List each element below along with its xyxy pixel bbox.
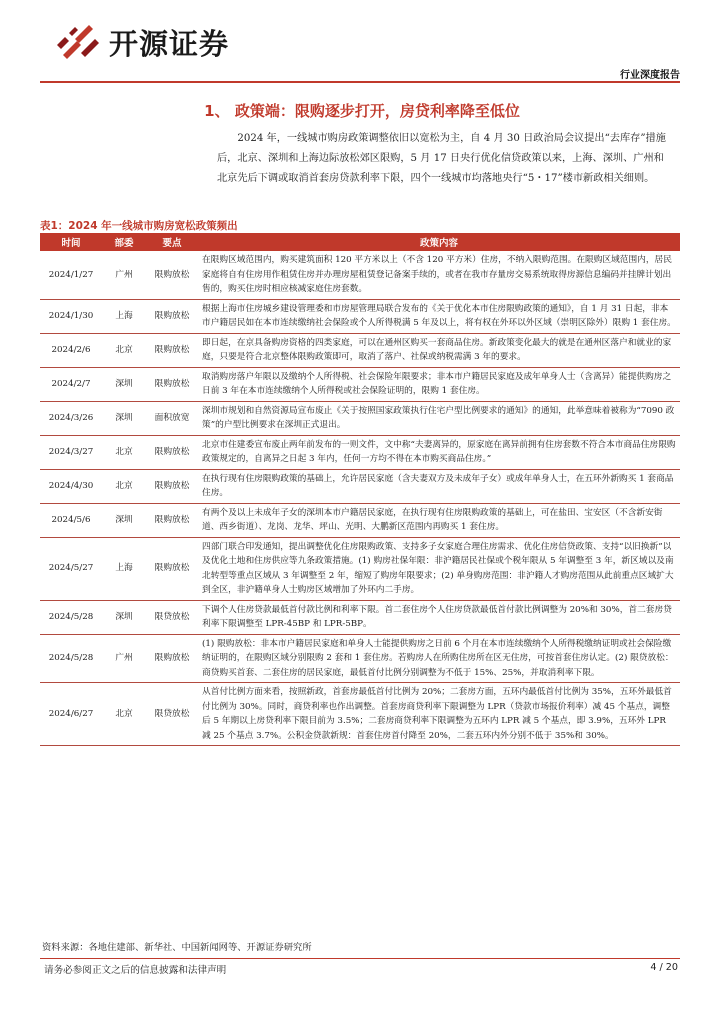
cell-city: 上海 (102, 537, 146, 600)
cell-date: 2024/6/27 (40, 683, 102, 746)
cell-point: 限贷放松 (146, 683, 198, 746)
cell-point: 限购放松 (146, 333, 198, 367)
cell-city: 北京 (102, 333, 146, 367)
table-caption: 表1：2024 年一线城市购房宽松政策频出 (40, 220, 238, 232)
cell-content: 从首付比例方面来看，按照新政，首套房最低首付比例为 20%；二套房方面，五环内最低首付比例为 35%，五环外最低首付比例为 30%。同时，商贷利率也作出调整。首套房商贷利率下限调整为 LPR（贷款市场报价利率）减 45 个基点，调整后 5 年期以上房贷利率下限目前为 3.5%；二套房商贷利率下限调整为五环内 LPR 减 5 个基点，即 3.9%，五环外 LPR 减 25 个基点 3.7%。公积金贷款新规：首套住房首付降至 20%，二套五环内外分别不低于 35%和 30%。 (198, 683, 680, 746)
cell-content: 根据上海市住房城乡建设管理委和市房屋管理局联合发布的《关于优化本市住房限购政策的通知》，自 1 月 31 日起，非本市户籍居民如在本市连续缴纳社会保险或个人所得税满 5 年及以上，将有权在外环以外区域（崇明区除外）限购 1 套住房。 (198, 299, 680, 333)
table-row (40, 634, 680, 683)
cell-content: 深圳市规划和自然资源局宣布废止《关于按照国家政策执行住宅户型比例要求的通知》的通知，此举意味着被称为“7090 政策”的户型比例要求在深圳正式退出。 (198, 401, 680, 435)
cell-content: 有两个及以上未成年子女的深圳本市户籍居民家庭，在执行现有住房限购政策的基础上，可在盐田、宝安区（不含新安街道、西乡街道）、龙岗、龙华、坪山、光明、大鹏新区范围内再购买 1 套住房。 (198, 503, 680, 537)
table-row (40, 435, 680, 469)
page-number: 4 / 20 (650, 962, 678, 973)
header-department: 部委 (102, 233, 146, 251)
header-date: 时间 (40, 233, 102, 251)
cell-point: 限购放松 (146, 299, 198, 333)
intro-paragraph: 2024 年，一线城市购房政策调整依旧以宽松为主，自 4 月 30 日政治局会议提出“去库存”措施后，北京、深圳和上海边际放松郊区限购，5 月 17 日央行优化信贷政策以来，上海、深圳、广州和北京先后下调或取消首套房贷款利率下限，四个一线城市均落地央行“5・17”楼市新政相关细则。 (217, 133, 666, 184)
table-row (40, 469, 680, 503)
cell-date: 2024/3/26 (40, 401, 102, 435)
table-header-row (40, 233, 680, 251)
cell-point: 限购放松 (146, 435, 198, 469)
section-title: 1、 政策端：限购逐步打开，房贷利率降至低位 (204, 102, 520, 120)
cell-city: 上海 (102, 299, 146, 333)
logo-text: 开源证券 (109, 27, 230, 61)
table-row (40, 503, 680, 537)
table-row (40, 683, 680, 746)
cell-city: 北京 (102, 435, 146, 469)
cell-city: 深圳 (102, 367, 146, 401)
cell-city: 北京 (102, 469, 146, 503)
cell-content: 取消购房落户年限以及缴纳个人所得税、社会保险年限要求；非本市户籍居民家庭及成年单身人士（含离异）能提供购房之日前 3 年在本市连续缴纳个人所得税或社会保险证明的，限购 1 套住房。 (198, 367, 680, 401)
cell-content: 在执行现有住房限购政策的基础上，允许居民家庭（含夫妻双方及未成年子女）或成年单身人士，在五环外新购买 1 套商品住房。 (198, 469, 680, 503)
cell-point: 限购放松 (146, 634, 198, 683)
cell-city: 广州 (102, 634, 146, 683)
table-row (40, 251, 680, 299)
cell-content: 在限购区域范围内，购买建筑面积 120 平方米以上（不含 120 平方米）住房，不纳入限购范围。在限购区域范围内，居民家庭将自有住房用作租赁住房并办理房屋租赁登记备案手续的，或者在我市存量房交易系统取得房源信息编码并挂牌计划出售的，购买住房时相应核减家庭住房套数。 (198, 251, 680, 299)
cell-point: 限购放松 (146, 251, 198, 299)
cell-date: 2024/3/27 (40, 435, 102, 469)
table-row (40, 600, 680, 634)
cell-date: 2024/2/6 (40, 333, 102, 367)
cell-city: 北京 (102, 683, 146, 746)
logo-mark-icon (55, 23, 101, 63)
policy-table (40, 233, 680, 746)
table-row (40, 367, 680, 401)
cell-point: 限购放松 (146, 537, 198, 600)
cell-date: 2024/4/30 (40, 469, 102, 503)
cell-city: 深圳 (102, 503, 146, 537)
footer-disclaimer: 请务必参阅正文之后的信息披露和法律声明 (44, 965, 227, 976)
footer-divider (40, 958, 680, 959)
cell-city: 深圳 (102, 600, 146, 634)
cell-date: 2024/5/27 (40, 537, 102, 600)
cell-point: 限贷放松 (146, 600, 198, 634)
cell-point: 限购放松 (146, 367, 198, 401)
cell-date: 2024/5/6 (40, 503, 102, 537)
cell-point: 限购放松 (146, 469, 198, 503)
cell-content: 即日起，在京具备购房资格的四类家庭，可以在通州区购买一套商品住房。新政策变化最大的就是在通州区落户和就业的家庭，只要是符合北京整体限购政策即可，取消了落户、社保或纳税需满 3 年的要求。 (198, 333, 680, 367)
header-content: 政策内容 (198, 233, 680, 251)
source-note: 资料来源：各地住建部、新华社、中国新闻网等、开源证券研究所 (42, 942, 312, 953)
cell-content: (1) 限购放松：非本市户籍居民家庭和单身人士能提供购房之日前 6 个月在本市连续缴纳个人所得税缴纳证明或社会保险缴纳证明的，在限购区域分别限购 2 套和 1 套住房。若购房人在所购住房所在区无住房，可按首套住房认定。(2) 限贷放松：商贷购买首套、二套住房的居民家庭，最低首付比例分别调整为不低于 15%、25%，并取消利率下限。 (198, 634, 680, 683)
table-row (40, 401, 680, 435)
cell-date: 2024/2/7 (40, 367, 102, 401)
header-point: 要点 (146, 233, 198, 251)
table-row (40, 537, 680, 600)
cell-point: 面积放宽 (146, 401, 198, 435)
cell-date: 2024/1/30 (40, 299, 102, 333)
cell-city: 广州 (102, 251, 146, 299)
cell-date: 2024/1/27 (40, 251, 102, 299)
table-row (40, 299, 680, 333)
cell-content: 北京市住建委宣布废止两年前发布的一则文件，文中称“夫妻离异的，原家庭在离异前拥有住房套数不符合本市商品住房限购政策规定的，自离异之日起 3 年内，任何一方均不得在本市购买商品住房。” (198, 435, 680, 469)
report-type-label: 行业深度报告 (620, 70, 680, 81)
cell-point: 限购放松 (146, 503, 198, 537)
company-logo (55, 22, 229, 63)
cell-date: 2024/5/28 (40, 600, 102, 634)
cell-city: 深圳 (102, 401, 146, 435)
table-row (40, 333, 680, 367)
cell-content: 四部门联合印发通知，提出调整优化住房限购政策、支持多子女家庭合理住房需求、优化住房信贷政策、支持“以旧换新”以及优化土地和住房供应等九条政策措施。(1) 购房社保年限：非沪籍居民社保或个税年限从 5 年调整至 3 年，新区域以及南北转型等重点区域从 3 年调整至 2 年，缩短了购房年限要求；(2) 单身购房范围：非沪籍人才购房范围从此前重点区域扩大到全区，非沪籍单身人士购房区域增加了外环内二手房。 (198, 537, 680, 600)
header-divider (40, 81, 680, 83)
cell-date: 2024/5/28 (40, 634, 102, 683)
cell-content: 下调个人住房贷款最低首付款比例和利率下限。首二套住房个人住房贷款最低首付款比例调整为 20%和 30%，首二套房贷利率下限调整至 LPR-45BP 和 LPR-5BP。 (198, 600, 680, 634)
